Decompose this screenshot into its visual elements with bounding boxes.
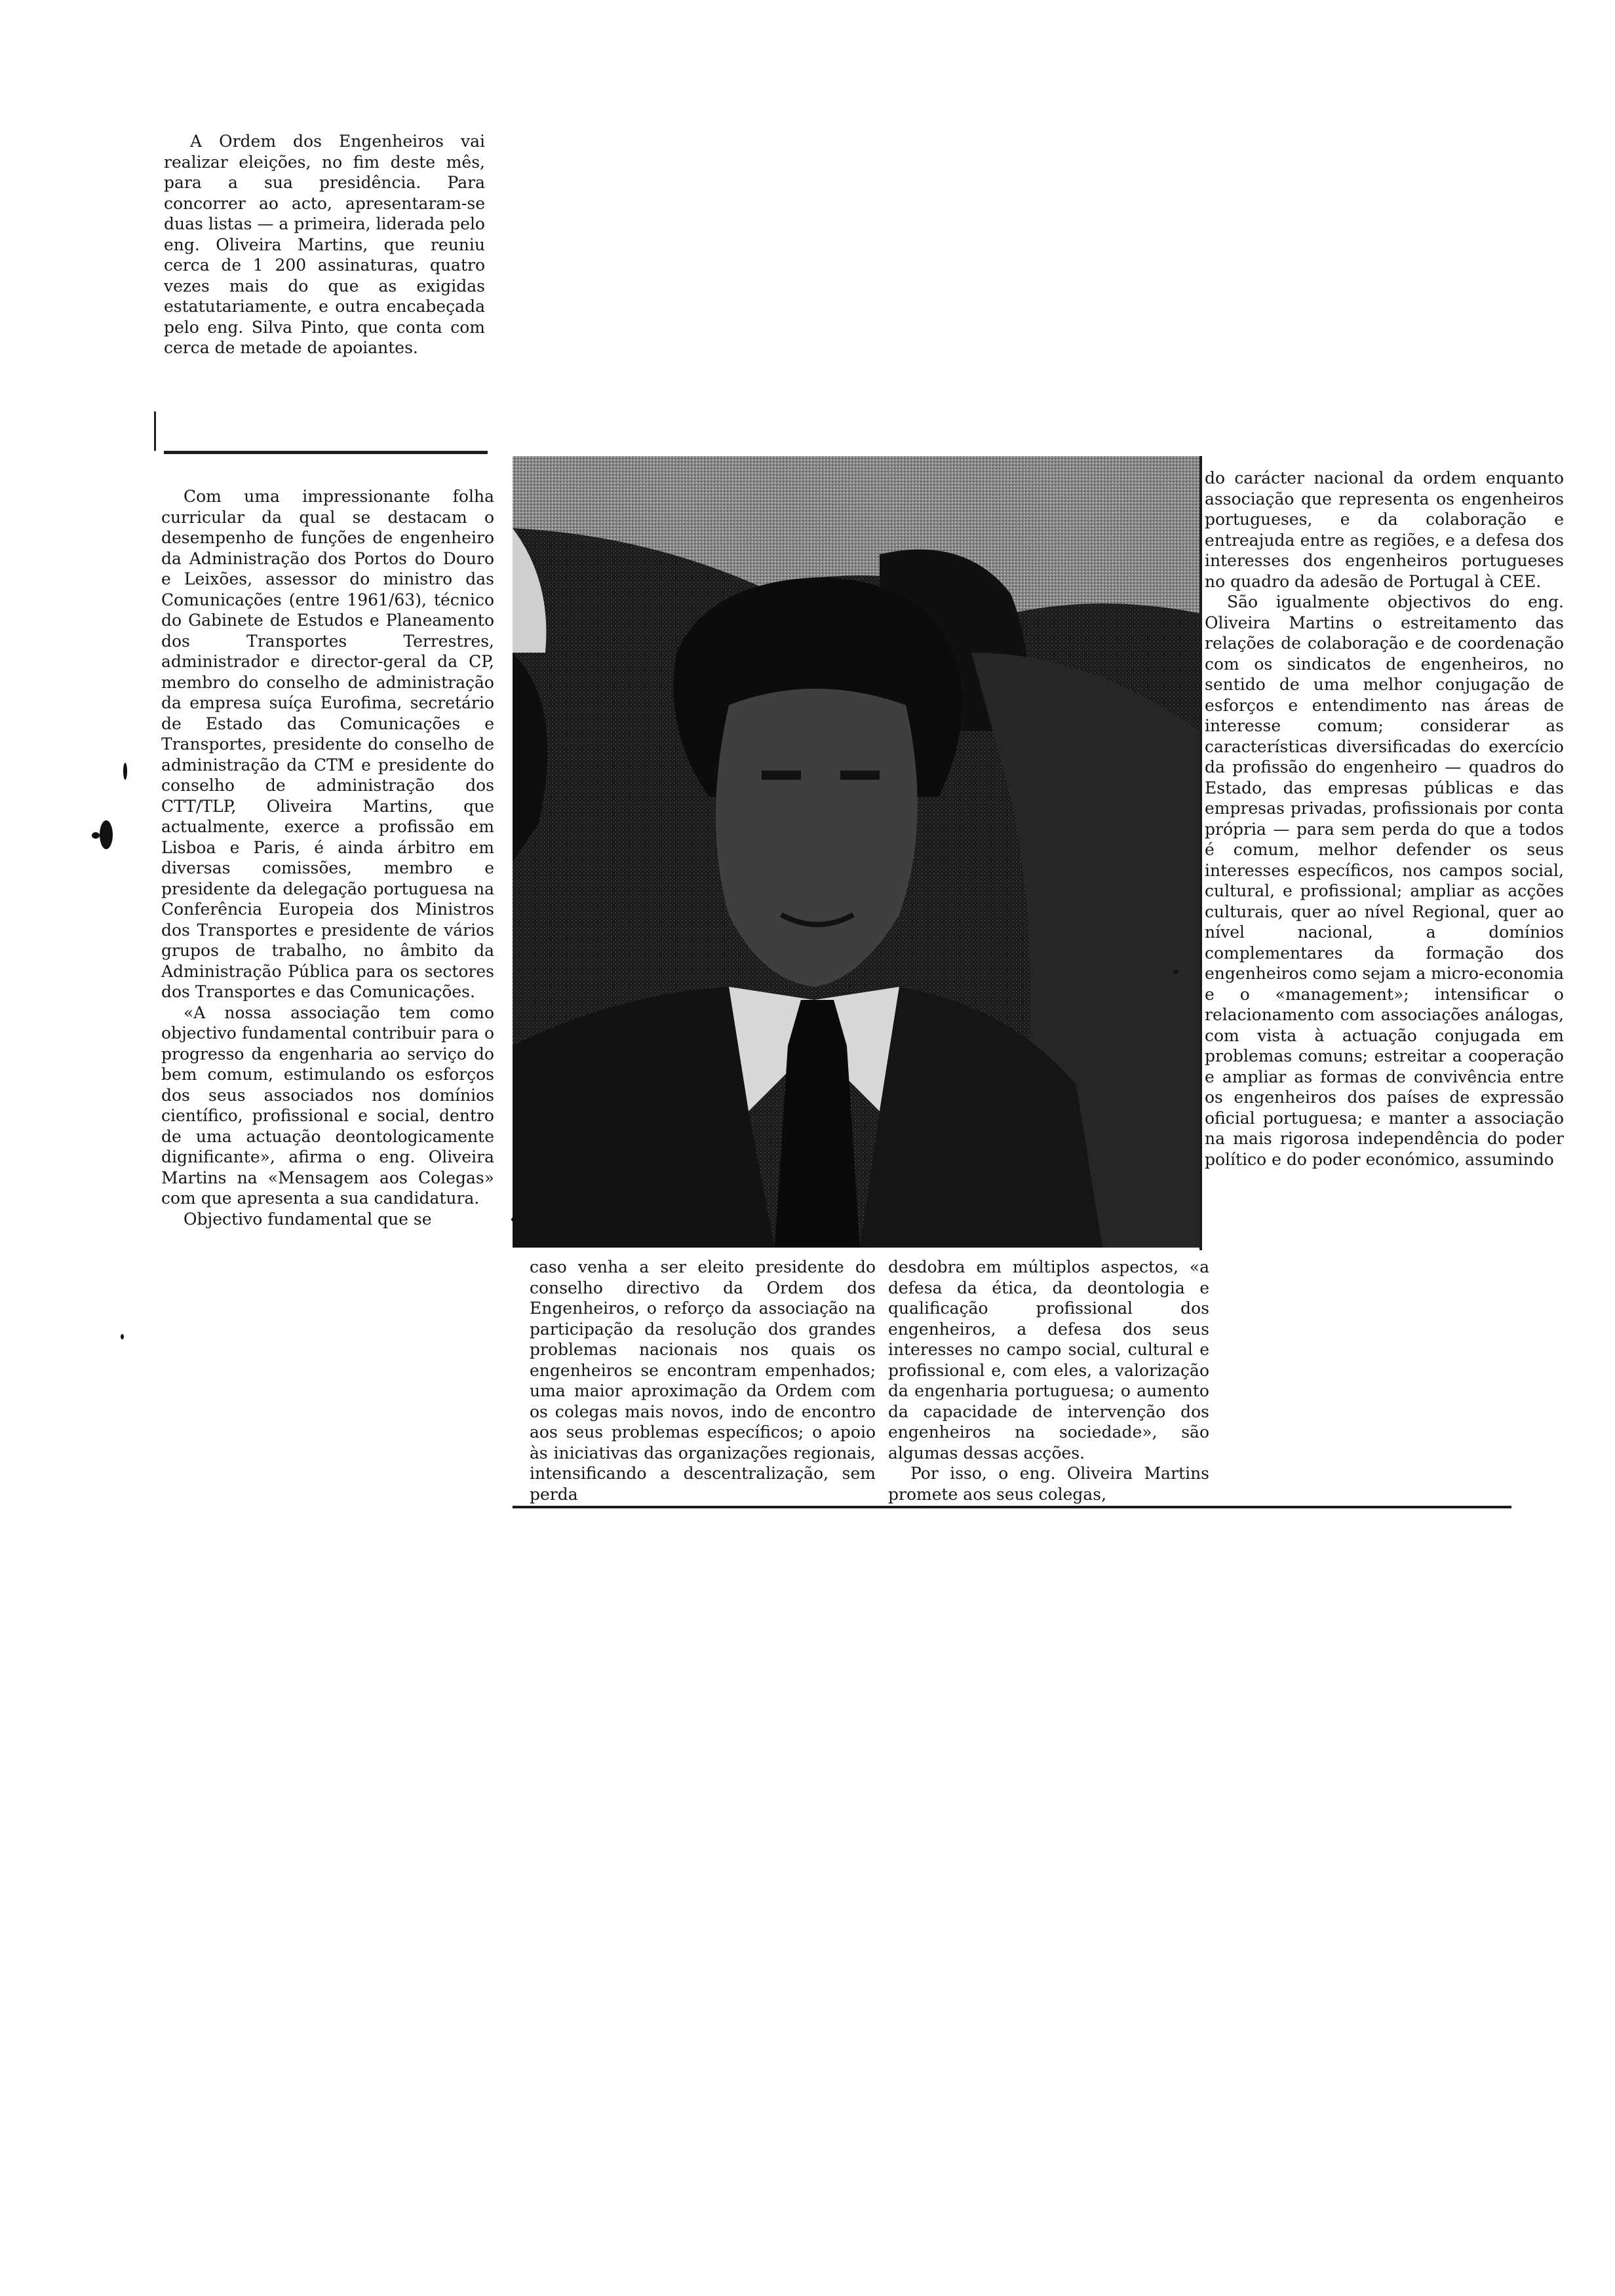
photo-right-rule (1199, 456, 1202, 1250)
col1-paragraph-3: Objectivo fundamental que se (184, 1209, 432, 1229)
portrait-photo (513, 456, 1199, 1248)
col3-paragraph-1: desdobra em múltiplos aspectos, «a defesa da ética, da deontologia e qualificação profissional dos engenheiros, a defesa dos seus interesses no campo social, cultural e profissional e, com eles, a valorização da engenharia portuguesa; o aumento da capacidade de intervenção dos engenheiros na sociedade», são algumas dessas acções. (888, 1257, 1209, 1463)
col4-paragraph-2: São igualmente objectivos do eng. Oliveira Martins o estreitamento das relações de colaboração e de coordenação com os sindicatos de engenheiros, no sentido de uma melhor conjugação de esforços e entendimento nas áreas de interesse comum; considerar as características diversificadas do exercício da profissão do engenheiro — quadros do Estado, das empresas públicas e das empresas privadas, profissionais por conta própria — para sem perda do que a todos é comum, melhor defender os seus interesses específicos, nos campos social, cultural, e profissional; ampliar as acções culturais, quer ao nível Regional, quer ao nível nacional, a domínios complementares da formação dos engenheiros como sejam a micro-economia e o «management»; intensificar o relacionamento com associações análogas, com vista à actuação conjugada em problemas comuns; estreitar a cooperação e ampliar as formas de convivência entre os engenheiros dos países de expressão oficial portuguesa; e manter a associação na mais rigorosa independência do poder político e do poder económico, assumindo (1205, 592, 1564, 1169)
scan-speck (511, 1217, 515, 1221)
scan-speck (1173, 970, 1178, 974)
col3-paragraph-2: Por isso, o eng. Oliveira Martins promete aos seus colegas, (888, 1464, 1209, 1504)
intro-paragraph: A Ordem dos Engenheiros vai realizar eleições, no fim deste mês, para a sua presidência. Para concorrer ao acto, apresentaram-se duas listas — a primeira, liderada pelo eng. Oliveira Martins, que reuniu cerca de 1 200 assinaturas, quatro vezes mais do que as exigidas estatutariamente, e outra encabeçada pelo eng. Silva Pinto, que conta com cerca de metade de apoiantes. (164, 132, 485, 357)
scan-speck (100, 820, 113, 849)
intro-left-rule (154, 411, 156, 451)
portrait-photo-icon (513, 456, 1199, 1248)
scan-speck (92, 832, 100, 839)
article-column-2 (530, 1257, 876, 1504)
intro-bottom-rule (164, 451, 488, 454)
article-column-1 (161, 486, 494, 1229)
col1-paragraph-2: «A nossa associação tem como objectivo fundamental contribuir para o progresso da engenharia ao serviço do bem comum, estimulando os esforços dos seus associados nos domínios científico, profissional e social, dentro de uma actuação deontologicamente dignificante», afirma o eng. Oliveira Martins na «Mensagem aos Colegas» com que apresenta a sua candidatura. (161, 1003, 494, 1208)
article-column-4 (1205, 468, 1564, 1170)
col4-paragraph-1: do carácter nacional da ordem enquanto associação que representa os engenheiros portugueses, e da colaboração e entreajuda entre as regiões, e a defesa dos interesses dos engenheiros portugueses no quadro da adesão de Portugal à CEE. (1205, 469, 1564, 591)
article-intro (164, 131, 485, 358)
scan-speck (123, 763, 127, 780)
col2-paragraph-1: caso venha a ser eleito presidente do conselho directivo da Ordem dos Engenheiros, o reforço da associação na participação da resolução dos grandes problemas nacionais nos quais os engenheiros se encontram empenhados; uma maior aproximação da Ordem com os colegas mais novos, indo de encontro aos seus problemas específicos; o apoio às iniciativas das organizações regionais, intensificando a descentralização, sem perda (530, 1257, 876, 1504)
article-column-3 (888, 1257, 1209, 1504)
bottom-rule (513, 1506, 1511, 1508)
scan-speck (121, 1334, 124, 1339)
col1-paragraph-1: Com uma impressionante folha curricular da qual se destacam o desempenho de funções de engenheiro da Administração dos Portos do Douro e Leixões, assessor do ministro das Comunicações (entre 1961/63), técnico do Gabinete de Estudos e Planeamento dos Transportes Terrestres, administrador e director-geral da CP, membro do conselho de administração da empresa suíça Eurofima, secretário de Estado das Comunicações e Transportes, presidente do conselho de administração da CTM e presidente do conselho de administração dos CTT/TLP, Oliveira Martins, que actualmente, exerce a profissão em Lisboa e Paris, é ainda árbitro em diversas comissões, membro e presidente da delegação portuguesa na Conferência Europeia dos Ministros dos Transportes e presidente de vários grupos de trabalho, no âmbito da Administração Pública para os sectores dos Transportes e das Comunicações. (161, 487, 494, 1001)
